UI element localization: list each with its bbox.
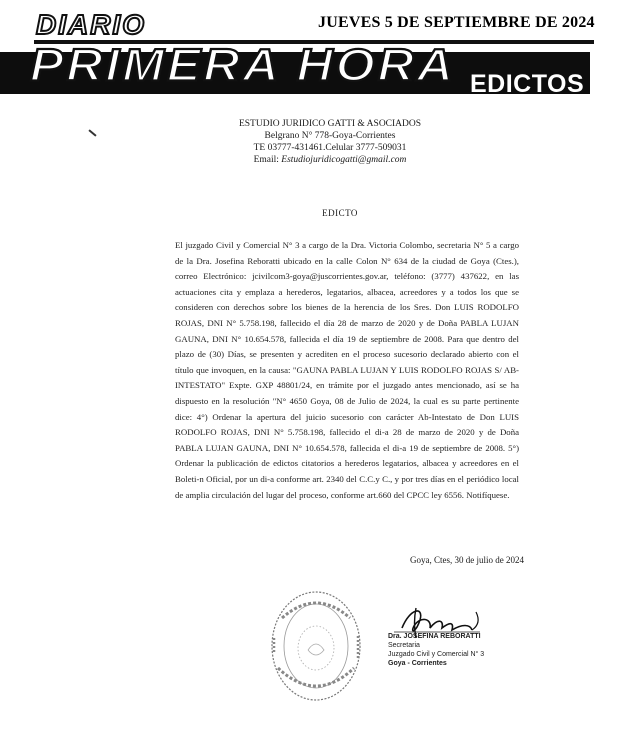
signer-place: Goya - Corrientes [388, 660, 447, 667]
newspaper-masthead [0, 0, 636, 96]
firm-phone: TE 03777-431461.Celular 3777-509031 [253, 143, 407, 153]
edict-body [175, 238, 519, 503]
scan-mark [88, 129, 96, 136]
edict-paragraph: El juzgado Civil y Comercial N° 3 a cargo de la Dra. Victoria Colombo, secretaria N° 5 a cargo de la Dra. Josefina Reboratti ubicado en la calle Colon N° 634 de la ciudad de Goya (Ctes.), correo Electrónico: jcivilcom3-goya@juscorrientes.gov.ar, teléfono: (3777) 437622, en las actuaciones cita y emplaza a herederos, legatarios, albacea, acreedores y a todos los que se consideren con derechos sobre los bienes de la herencia de los Sres. Don LUIS RODOLFO ROJAS, DNI N° 5.758.198, fallecido el día 28 de marzo de 2020 y de Doña PABLA LUJAN GAUNA, DNI N° 10.654.578, fallecida el día 19 de septiembre de 2008. Para que dentro del plazo de (30) Días, se presenten y acrediten en el proceso sucesorio declarado abierto con el título que invoquen, en la causa: "GAUNA PABLA LUJAN Y LUIS RODOLFO ROJAS S/ AB-INTESTATO" Expte. GXP 48801/24, en trámite por el juzgado antes mencionado, así se ha dispuesto en la resolución "N° 4650 Goya, 08 de Julio de 2024, la cual es su parte pertinente dice: 4°) Ordenar la apertura del juicio sucesorio con carácter Ab-Intestato de Don LUIS RODOLFO ROJAS, DNI N° 5.758.198, fallecido el di-a 28 de marzo de 2020 y de Doña PABLA LUJAN GAUNA, DNI N° 10.654.578, fallecida el di-a 19 de septiembre de 2008. 5°) Ordenar la publicación de edictos citatorios a herederos legatarios, albacea y acreedores en el Boleti-n Oficial, por un di-a conforme art. 2340 del C.C.y C., y por tres días en el periódico local de amplia circulación del lugar del proceso, conforme art.660 del CPCC ley 6556. Notifíquese. [175, 240, 519, 500]
signer-name: Dra. JOSEFINA REBORATTI [388, 633, 481, 640]
signature-block [388, 632, 484, 668]
firm-email: Estudiojuridicogatti@gmail.com [281, 155, 407, 165]
closing-place-date: Goya, Ctes, 30 de julio de 2024 [410, 555, 524, 565]
firm-address: Belgrano N° 778-Goya-Corrientes [264, 131, 396, 141]
court-seal [268, 588, 364, 704]
document-title: EDICTO [322, 208, 358, 218]
firm-email-label: Email: [253, 155, 282, 165]
masthead-title: PRIMERA HORA [30, 40, 456, 91]
firm-name: ESTUDIO JURIDICO GATTI & ASOCIADOS [238, 119, 422, 129]
signer-court: Juzgado Civil y Comercial N° 3 [388, 651, 485, 658]
section-label: EDICTOS [470, 70, 585, 98]
law-firm-header [220, 118, 440, 166]
firm-email-line [220, 154, 440, 166]
issue-date: JUEVES 5 DE SEPTIEMBRE DE 2024 [318, 14, 595, 31]
masthead-diario: DIARIO [36, 9, 146, 40]
signer-role: Secretaria [388, 642, 420, 649]
